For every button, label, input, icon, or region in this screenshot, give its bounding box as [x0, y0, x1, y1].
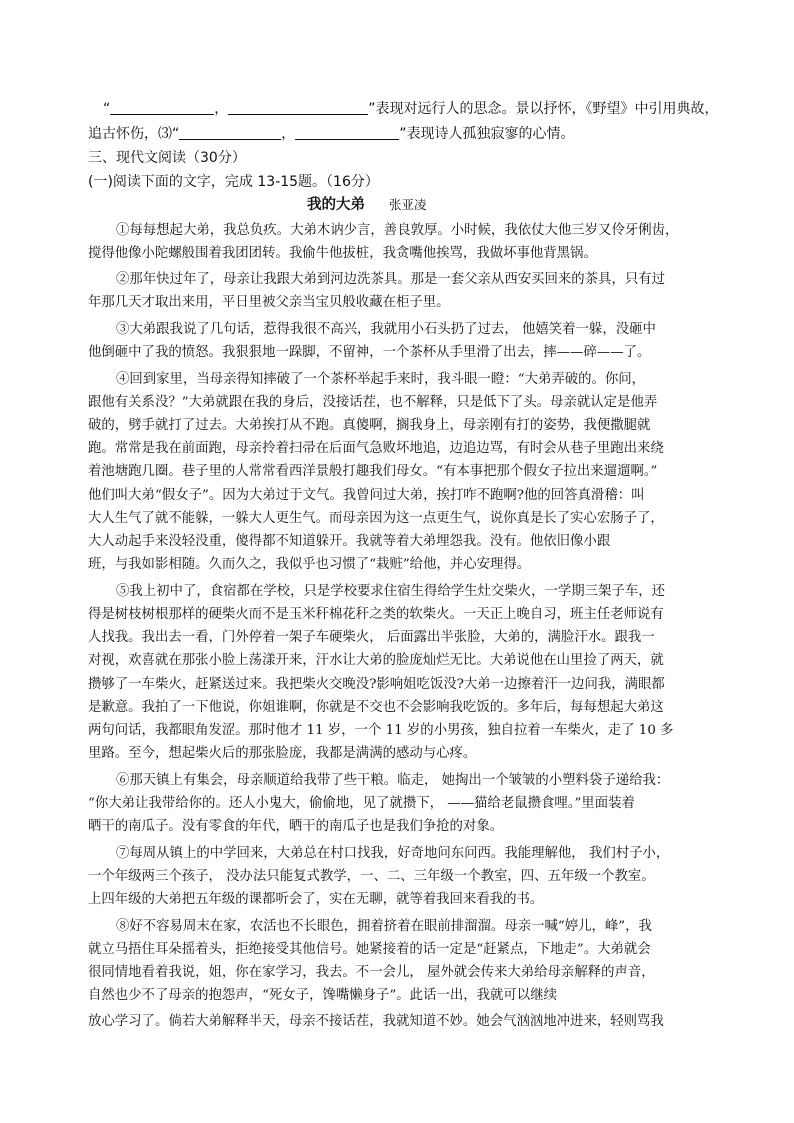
article-line: 跟他有关系没？”大弟就跟在我的身后，没接话茬，也不解释，只是低下了头。母亲就认定是他弄 [88, 395, 658, 410]
article-line: ①每每想起大弟，我总负疚。大弟木讷少言，善良敦厚。小时候，我依仗大他三岁又伶牙俐齿， [116, 223, 679, 238]
article-line: 破的，劈手就打了过去。大弟挨打从不跑。真傻啊，搁我身上，母亲刚有打的姿势，我便撒腿就 [88, 418, 651, 433]
text: ， [214, 101, 229, 117]
article-line: 人找我。我出去一看，门外停着一架子车硬柴火， 后面露出半张脸，大弟的，满脸汗水。跟我一 [88, 630, 655, 645]
article-line: 一个年级两三个孩子， 没办法只能复式教学，一、二、三年级一个教室，四、五年级一个教室。 [88, 869, 655, 884]
text: ”表现对远行人的思念。景以抒怀，《野望》中引用典故， [368, 101, 719, 117]
article-line: 跑。常常是我在前面跑，母亲拎着扫帚在后面气急败坏地追，边追边骂，有时会从巷子里跑出来绕 [88, 441, 664, 456]
answer-blank[interactable] [228, 100, 368, 115]
fill-blank-line-1 [0, 99, 794, 119]
article-line: 晒干的南瓜子。没有零食的年代，晒干的南瓜子也是我们争抢的对象。 [88, 819, 504, 834]
article-line: 就立马捂住耳朵摇着头，拒绝接受其他信号。她紧接着的话一定是“赶紧点，下地走”。大弟就会 [88, 942, 651, 957]
text: ， [281, 126, 296, 142]
article-line: ⑧好不容易周末在家，农活也不长眼色，拥着挤着在眼前排溜溜。母亲一喊“婷儿，峰”，我 [116, 919, 652, 934]
article-line: ⑦每周从镇上的中学回来，大弟总在村口找我，好奇地问东问西。我能理解他， 我们村子小， [116, 846, 670, 861]
answer-blank[interactable] [295, 125, 399, 140]
article-author: 张亚凌 [389, 197, 427, 212]
article-heading [0, 195, 794, 215]
article-line: 班，与我如影相随。久而久之，我似乎也习惯了“栽赃”给他，并心安理得。 [88, 557, 531, 572]
article-line: 年那几天才取出来用，平日里被父亲当宝贝般收藏在柜子里。 [88, 295, 450, 310]
text: “ [103, 101, 111, 117]
article-line: 着池塘跑几圈。巷子里的人常常看西洋景般打趣我们母女。“有本事把那个假女子拉出来遛遛啊。” [88, 464, 658, 479]
fill-blank-line-2 [0, 124, 794, 144]
article-line: ⑥那天镇上有集会，母亲顺道给我带了些干粮。临走， 她掏出一个皱皱的小塑料袋子递给我： [116, 773, 670, 788]
text: 追古怀伤，⑶“ [88, 126, 180, 142]
article-line: 很同情地看着我说，姐，你在家学习，我去。不一会儿， 屋外就会传来大弟给母亲解释的声音， [88, 965, 655, 980]
article-line: 他倒砸中了我的愤怒。我狠狠地一跺脚，不留神，一个茶杯从手里滑了出去，摔——碎——了。 [88, 345, 651, 360]
article-line: 搅得他像小陀螺般围着我团团转。我偷牛他拔桩，我贪嘴他挨骂，我做坏事他背黑锅。 [88, 246, 597, 261]
article-line: ④回到家里，当母亲得知摔破了一个茶杯举起手来时，我斗眼一瞪：“大弟弄破的。你问， [116, 372, 646, 387]
article-line: ③大弟跟我说了几句话，惹得我很不高兴，我就用小石头扔了过去， 他嬉笑着一躲，没砸中 [116, 322, 656, 337]
article-line: ⑤我上初中了，食宿都在学校，只是学校要求住宿生得给学生灶交柴火，一学期三架子车，还 [116, 584, 666, 599]
section-heading: 三、现代文阅读（30分） [88, 150, 246, 166]
article-line: 上四年级的大弟把五年级的课都听会了，实在无聊，就等着我回来看我的书。 [88, 892, 544, 907]
article-line: 放心学习了。倘若大弟解释半天，母亲不接话茬，我就知道不妙。她会气汹汹地冲进来，轻则骂我 [88, 1014, 664, 1029]
article-line: 大人动起手来没轻没重，傻得都不知道躲开。我就等着大弟埋怨我。没有。他依旧像小跟 [88, 534, 611, 549]
article-line: 自然也少不了母亲的抱怨声，“死女子，馋嘴懒身子”。此话一出，我就可以继续 [88, 988, 557, 1003]
article-line: 得是树枝树根那样的硬柴火而不是玉米秆棉花秆之类的软柴火。一天正上晚自习，班主任老师说有 [88, 607, 664, 622]
article-line: 是歉意。我拍了一下他说，你姐谁啊，你就是不交也不会影响我吃饭的。多年后，每每想起大弟这 [88, 700, 664, 715]
article-title: 我的大弟 [307, 197, 365, 213]
sub-heading: (一)阅读下面的文字，完成 13-15题。（16分） [88, 174, 379, 190]
article-line: 大人生气了就不能躲，一躲大人更生气。而母亲因为这一点更生气，说你真是长了实心宏肠子了， [88, 511, 664, 526]
article-line: “你大弟让我带给你的。还人小鬼大，偷偷地，见了就攒下， ——猫给老鼠攒食哩。”里面装着 [88, 796, 635, 811]
article-line: 里路。至今，想起柴火后的那张脸庞，我都是满满的感动与心疼。 [88, 746, 477, 761]
article-line: 攒够了一车柴火，赶紧送过来。我把柴火交晚没?影响姐吃饭没?大弟一边擦着汗一边问我，满眼都 [88, 677, 665, 692]
article-line: 两句问话，我都眼角发涩。那时他才 11 岁，一个 11 岁的小男孩，独自拉着一车柴火，走了 10 多 [88, 723, 674, 738]
article-line: ②那年快过年了，母亲让我跟大弟到河边洗茶具。那是一套父亲从西安买回来的茶具，只有过 [116, 272, 666, 287]
article-line: 对视，欢喜就在那张小脸上荡漾开来，汗水让大弟的脸庞灿烂无比。大弟说他在山里捡了两天，就 [88, 653, 664, 668]
answer-blank[interactable] [179, 125, 281, 140]
article-line: 他们叫大弟“假女子”。因为大弟过于文气。我曾问过大弟，挨打咋不跑啊?他的回答真滑稽：叫 [88, 488, 645, 503]
answer-blank[interactable] [110, 100, 214, 115]
text: ”表现诗人孤独寂寥的心情。 [399, 126, 575, 142]
